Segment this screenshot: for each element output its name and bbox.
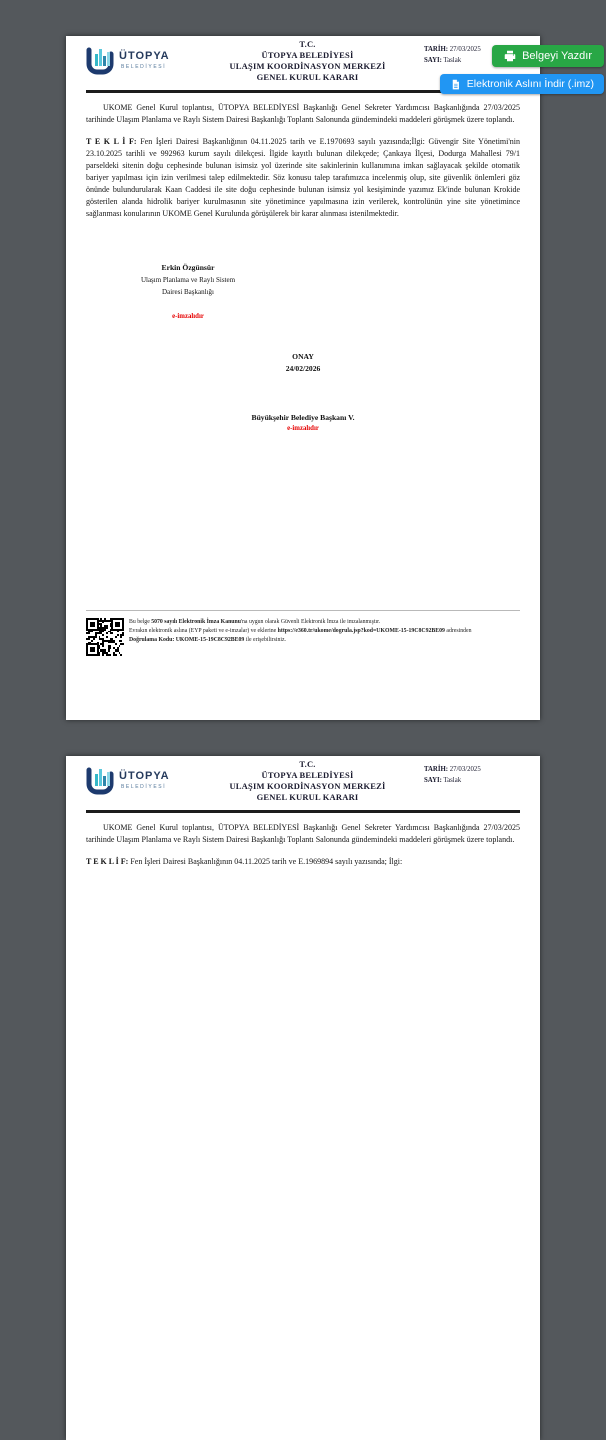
signer-role-line2: Dairesi Başkanlığı — [162, 287, 214, 296]
logo-brand-text: ÜTOPYA — [119, 50, 170, 62]
intro-paragraph: UKOME Genel Kurul toplantısı, ÜTOPYA BELEDİYESİ Başkanlığı Genel Sekreter Yardımcısı Başkanlığında 27/03/2025 tarihinde Ulaşım Planlama ve Raylı Sistem Dairesi Başkanlığı Toplantı Salonunda gündemindeki maddeleri görüşmek üzere toplandı. — [86, 102, 520, 124]
logo-skyline-icon — [89, 769, 111, 792]
document-header — [86, 756, 520, 803]
signer-role-line1: Ulaşım Planlama ve Raylı Sistem — [140, 275, 236, 284]
download-electronic-original-button[interactable] — [440, 74, 604, 94]
verification-text: Bu belge 5070 sayılı Elektronik İmza Kanunu'na uygun olarak Güvenli Elektronik İmza ile imzalanmıştır. Evrakın elektronik aslına (EYP paketi ve e-imzalar) ve eklerine https://e360.tr/ukome/dogrula.jsp?kod=UKOME-15-19C8C92BE09 adresinden Doğrulama Kodu: UKOME-15-19C8C92BE09 ile erişebilirsiniz. — [129, 619, 472, 643]
print-button[interactable] — [492, 45, 604, 67]
logo-skyline-icon — [89, 49, 111, 72]
qr-code — [86, 618, 124, 656]
logo-brand-text: ÜTOPYA — [119, 770, 170, 782]
logo-sub-text: BELEDİYESİ — [121, 784, 167, 790]
floating-toolbar — [440, 45, 604, 94]
document-number: SAYI: Taslak — [424, 56, 462, 64]
proposal-label: T E K L İ F: — [86, 136, 137, 146]
download-button-label: Elektronik Aslını İndir (.imz) — [466, 78, 594, 90]
file-icon — [450, 79, 461, 90]
proposal-label: T E K L İ F: — [86, 856, 129, 866]
header-line-tc: T.C. — [299, 39, 316, 49]
verification-footer — [86, 610, 520, 656]
logo-sub-text: BELEDİYESİ — [121, 64, 167, 70]
document-page-2 — [66, 756, 540, 1440]
municipality-logo — [86, 36, 191, 83]
header-line-decision: GENEL KURUL KARARI — [256, 792, 359, 802]
signer-name: Erkin Özgünsür — [161, 262, 215, 272]
header-line-decision: GENEL KURUL KARARI — [256, 72, 359, 82]
approval-label: ONAY — [292, 351, 314, 361]
header-line-center: ULAŞIM KOORDİNASYON MERKEZİ — [229, 781, 386, 791]
printer-icon — [504, 50, 516, 62]
municipality-logo — [86, 756, 191, 803]
approval-date: 24/02/2026 — [285, 363, 321, 373]
approver-esign-note: e-imzalıdır — [287, 424, 319, 432]
verification-code-label: Doğrulama Kodu: — [129, 637, 176, 643]
header-line-tc: T.C. — [299, 759, 316, 769]
proposal-paragraph: T E K L İ F: Fen İşleri Dairesi Başkanlığının 04.11.2025 tarih ve E.1970693 sayılı yazısında;İlgi: Güvengir Site Yönetimi'nin 23.10.2025 tarihli ve 992963 kurum sayılı dilekçesi. İlgide kayıtlı bulunan dilekçede; Çankaya İlçesi, Dodurga Mahallesi 79/1 parseldeki sitenin doğu cephesinde bulunan isimsiz yol üzerinde site sakinlerinin kullanımına imkan sağlayacak şekilde otomatik bariyer yapılması için izin verilmesi talep edilmektedir. Söz konusu talep tarafımızca incelenmiş olup, site güvenlik önlemleri göz önünde bulundurularak Kaan Caddesi ile site doğu cephesinde bulunan isimsiz yol kesişiminde yazımız Ek'inde bulunan Krokide gösterilen alanda hidrolik bariyer kurulmasının site yönetimince yapılmasına izin verilerek, kontrolünün yine site yönetimince sağlanması konularının UKOME Genel Kurulunda görüşülerek bir karar alınması istenilmektedir. — [86, 136, 521, 218]
header-line-municipality: ÜTOPYA BELEDİYESİ — [261, 50, 354, 60]
document-number: SAYI: Taslak — [424, 776, 462, 784]
approver-name: Büyükşehir Belediye Başkanı V. — [251, 412, 355, 422]
approval-header — [86, 351, 520, 375]
header-line-center: ULAŞIM KOORDİNASYON MERKEZİ — [229, 61, 386, 71]
header-line-municipality: ÜTOPYA BELEDİYESİ — [261, 770, 354, 780]
document-page-1 — [66, 36, 540, 720]
signer-esign-note: e-imzalıdır — [172, 312, 204, 320]
header-divider — [86, 810, 520, 813]
intro-paragraph: UKOME Genel Kurul toplantısı, ÜTOPYA BELEDİYESİ Başkanlığı Genel Sekreter Yardımcısı Başkanlığında 27/03/2025 tarihinde Ulaşım Planlama ve Raylı Sistem Dairesi Başkanlığı Toplantı Salonunda gündemindeki maddeleri görüşmek üzere toplandı. — [86, 822, 520, 844]
verification-code: UKOME-15-19C8C92BE09 — [175, 637, 245, 643]
signer-block — [108, 262, 268, 320]
verification-url: https://e360.tr/ukome/dogrula.jsp?kod=UKOME-15-19C8C92BE09 — [277, 628, 445, 634]
proposal-paragraph: T E K L İ F: Fen İşleri Dairesi Başkanlığının 04.11.2025 tarih ve E.1969894 sayılı yazısında; İlgi: — [86, 856, 403, 866]
footer-divider — [86, 610, 520, 611]
document-date: TARİH: 27/03/2025 — [424, 766, 481, 773]
approver-block — [86, 412, 520, 432]
print-button-label: Belgeyi Yazdır — [522, 50, 592, 62]
document-date: TARİH: 27/03/2025 — [424, 46, 481, 53]
